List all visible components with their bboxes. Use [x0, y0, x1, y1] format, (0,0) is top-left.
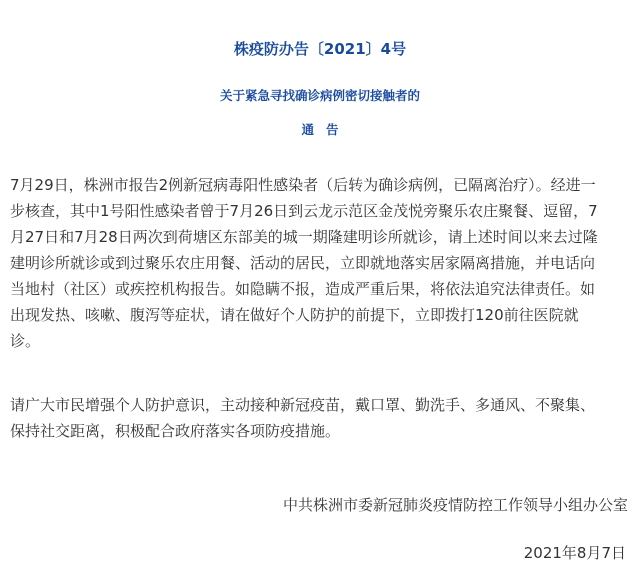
paragraph-line: 月27日和7月28日两次到荷塘区东部美的城一期隆建明诊所就诊，请上述时间以来去过隆 — [10, 228, 598, 246]
issuer-signature: 中共株洲市委新冠肺炎疫情防控工作领导小组办公室 — [282, 496, 628, 514]
paragraph-line: 7月29日，株洲市报告2例新冠病毒阳性感染者（后转为确诊病例，已隔离治疗）。经进一 — [10, 176, 596, 194]
issue-date: 2021年8月7日 — [523, 544, 626, 562]
body-paragraph-2 — [10, 392, 634, 444]
paragraph-line: 诊。 — [10, 332, 41, 350]
paragraph-line: 步核查，其中1号阳性感染者曾于7月26日到云龙示范区金茂悦旁聚乐农庄聚餐、逗留，7 — [10, 202, 598, 220]
document-subject: 关于紧急寻找确诊病例密切接触者的 — [219, 88, 420, 103]
paragraph-line: 建明诊所就诊或到过聚乐农庄用餐、活动的居民，立即就地落实居家隔离措施，并电话向 — [10, 254, 596, 272]
paragraph-line: 保持社交距离，积极配合政府落实各项防疫措施。 — [10, 422, 341, 440]
paragraph-line: 出现发热、咳嗽、腹泻等症状，请在做好个人防护的前提下，立即拨打120前往医院就 — [10, 306, 579, 324]
document-kind: 通告 — [301, 122, 351, 137]
body-paragraph-1 — [10, 172, 634, 354]
paragraph-line: 请广大市民增强个人防护意识，主动接种新冠疫苗，戴口罩、勤洗手、多通风、不聚集、 — [10, 396, 596, 414]
document-number: 株疫防办告〔2021〕4号 — [233, 40, 407, 58]
paragraph-line: 当地村（社区）或疾控机构报告。如隐瞒不报，造成严重后果，将依法追究法律责任。如 — [10, 280, 596, 298]
